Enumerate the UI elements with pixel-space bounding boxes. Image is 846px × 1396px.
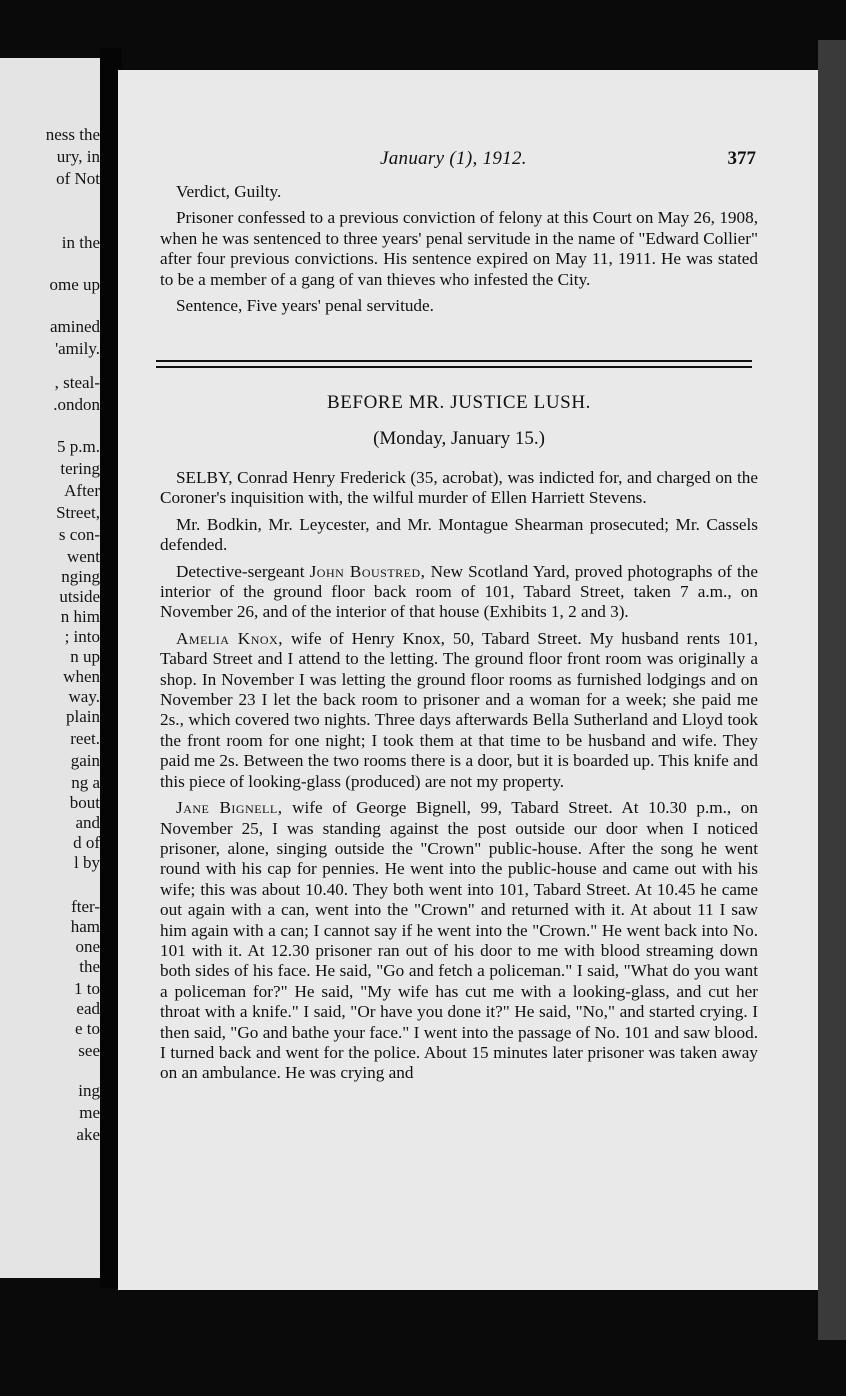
knox-testimony: [160, 629, 758, 792]
indictment-text: Conrad Henry Frederick (35, acrobat), was indicted for, and charged on the Coroner's inquisition with, the wilful murder of Ellen Harriett Stevens.: [160, 468, 758, 508]
date-heading: (Monday, January 15.): [373, 428, 545, 449]
selby-case: [160, 468, 758, 1090]
left-page-text-fragment: e to: [74, 1019, 100, 1038]
left-page-text-fragment: After: [64, 481, 100, 500]
left-page-text-fragment: ing: [78, 1081, 100, 1100]
left-page-text-fragment: of Not: [56, 169, 100, 188]
left-page-text-fragment: me: [79, 1103, 100, 1122]
left-page-text-fragment: see: [78, 1041, 100, 1060]
left-page-text-fragment: ; into: [64, 627, 100, 646]
boustred-testimony: [160, 562, 758, 623]
left-page-text-fragment: 'amily.: [55, 339, 100, 358]
witness-name: Jane Bignell,: [176, 798, 283, 818]
left-page-text-fragment: utside: [59, 587, 100, 606]
section-divider-rule-bottom: [156, 366, 752, 368]
left-page-text-fragment: the: [79, 957, 100, 976]
indictment-paragraph: [160, 468, 758, 509]
testimony-text: New Scotland Yard, proved photographs of the interior of the ground floor back room of 101, Tabard Street, taken 7 a.m., on November 26, and of the interior of that house (Exhibits 1, 2 and 3).: [160, 561, 758, 622]
left-page-text-fragment: s con-: [58, 525, 100, 544]
left-page-text-fragment: ness the: [45, 125, 100, 144]
witness-prefix: Detective-sergeant: [176, 561, 310, 581]
left-page-text-fragment: gain: [70, 751, 100, 770]
left-page-text-fragment: fter-: [71, 897, 100, 916]
left-page-text-fragment: way.: [68, 687, 100, 706]
left-page-text-fragment: one: [75, 937, 100, 956]
left-page-text-fragment: n up: [70, 647, 100, 666]
verdict-line: Verdict, Guilty.: [176, 182, 282, 201]
left-page-text-fragment: reet.: [70, 729, 100, 748]
page-header: [118, 148, 818, 172]
testimony-text: wife of Henry Knox, 50, Tabard Street. My husband rents 101, Tabard Street and I attend to the letting. The ground floor front room was originally a shop. In November I was letting the ground floor rooms as furnished lodgings and on November 23 I let the back room to prisoner and a woman for a week; she paid me 2s., which covered two nights. Three days afterwards Bella Sutherland and Lloyd took the front room for one night; I took them at that time to be husband and wife. They paid me 2s. Between the two rooms there is a door, but it is boarded up. This knife and this piece of looking-glass (produced) are not my property.: [160, 628, 758, 791]
defendant-name: SELBY,: [176, 468, 233, 487]
left-page-text-fragment: ury, in: [56, 147, 100, 166]
main-page: [118, 70, 818, 1290]
left-page-text-fragment: nging: [61, 567, 100, 586]
left-page-text-fragment: Street,: [56, 503, 100, 522]
left-page-text-fragment: .ondon: [53, 395, 100, 414]
scanner-edge: [818, 40, 846, 1340]
left-page-text-fragment: ake: [76, 1125, 100, 1144]
witness-name: John Boustred,: [309, 561, 426, 581]
page-number: 377: [727, 148, 756, 169]
sentence-line: Sentence, Five years' penal servitude.: [176, 296, 434, 316]
witness-name: Amelia Knox,: [176, 628, 284, 648]
running-head: January (1), 1912.: [380, 148, 527, 169]
judge-heading: BEFORE MR. JUSTICE LUSH.: [326, 392, 592, 413]
counsel-paragraph: Mr. Bodkin, Mr. Leycester, and Mr. Montague Shearman prosecuted; Mr. Cassels defended.: [160, 514, 758, 555]
left-page-text-fragment: and: [75, 813, 100, 832]
left-page-text-fragment: when: [63, 667, 100, 686]
bignell-testimony: [160, 798, 758, 1084]
left-page-text-fragment: ome up: [49, 275, 100, 294]
left-page-text-fragment: ham: [70, 917, 100, 936]
left-facing-page: [0, 58, 100, 1278]
left-page-text-fragment: tering: [60, 459, 100, 478]
testimony-text: wife of George Bignell, 99, Tabard Street. At 10.30 p.m., on November 25, I was standing against the post outside our door when I noticed prisoner, alone, singing outside the "Crown" public-house. After the song he went round with his cap for pennies. He went into the public-house and came out with his wife; this was about 10.40. They both went into 101, Tabard Street. At 10.45 he came out again with a can, went into the "Crown" and returned with it. At about 11 I saw him again with a can; I cannot say if he went into the "Crown." He went back into No. 101 with it. At 12.30 prisoner ran out of his door to me with blood streaming down both sides of his face. He said, "Go and fetch a policeman." I said, "What do you want a policeman for?" He said, "My wife has cut me with a looking-glass, and cut her throat with a knife." I said, "Or have you done it?" He said, "No," and started crying. I then said, "Go and bathe your face." I went into the passage of No. 101 and saw blood. I turned back and went for the police. About 15 minutes later prisoner was taken away on an ambulance. He was crying and: [160, 798, 758, 1083]
left-page-text-fragment: bout: [69, 793, 100, 812]
previous-case-conclusion: [160, 182, 758, 322]
left-page-text-fragment: in the: [61, 233, 100, 252]
left-page-text-fragment: plain: [66, 707, 100, 726]
left-page-text-fragment: n him: [60, 607, 100, 626]
left-page-text-fragment: ng a: [71, 773, 100, 792]
left-page-text-fragment: ead: [76, 999, 100, 1018]
left-page-text-fragment: l by: [74, 853, 100, 872]
left-page-text-fragment: , steal-: [54, 373, 100, 392]
left-page-text-fragment: 1 to: [74, 979, 100, 998]
previous-conviction-paragraph: Prisoner confessed to a previous conviction of felony at this Court on May 26, 1908, when he was sentenced to three years' penal servitude in the name of "Edward Collier" after four previous convictions. His sentence expired on May 11, 1911. He was stated to be a member of a gang of van thieves who infested the City.: [160, 208, 758, 289]
left-page-text-fragment: went: [66, 547, 100, 566]
left-page-text-fragment: 5 p.m.: [57, 437, 100, 456]
left-page-text-fragment: amined: [49, 317, 100, 336]
left-page-text-fragment: d of: [73, 833, 100, 852]
section-divider-rule-top: [156, 360, 752, 362]
